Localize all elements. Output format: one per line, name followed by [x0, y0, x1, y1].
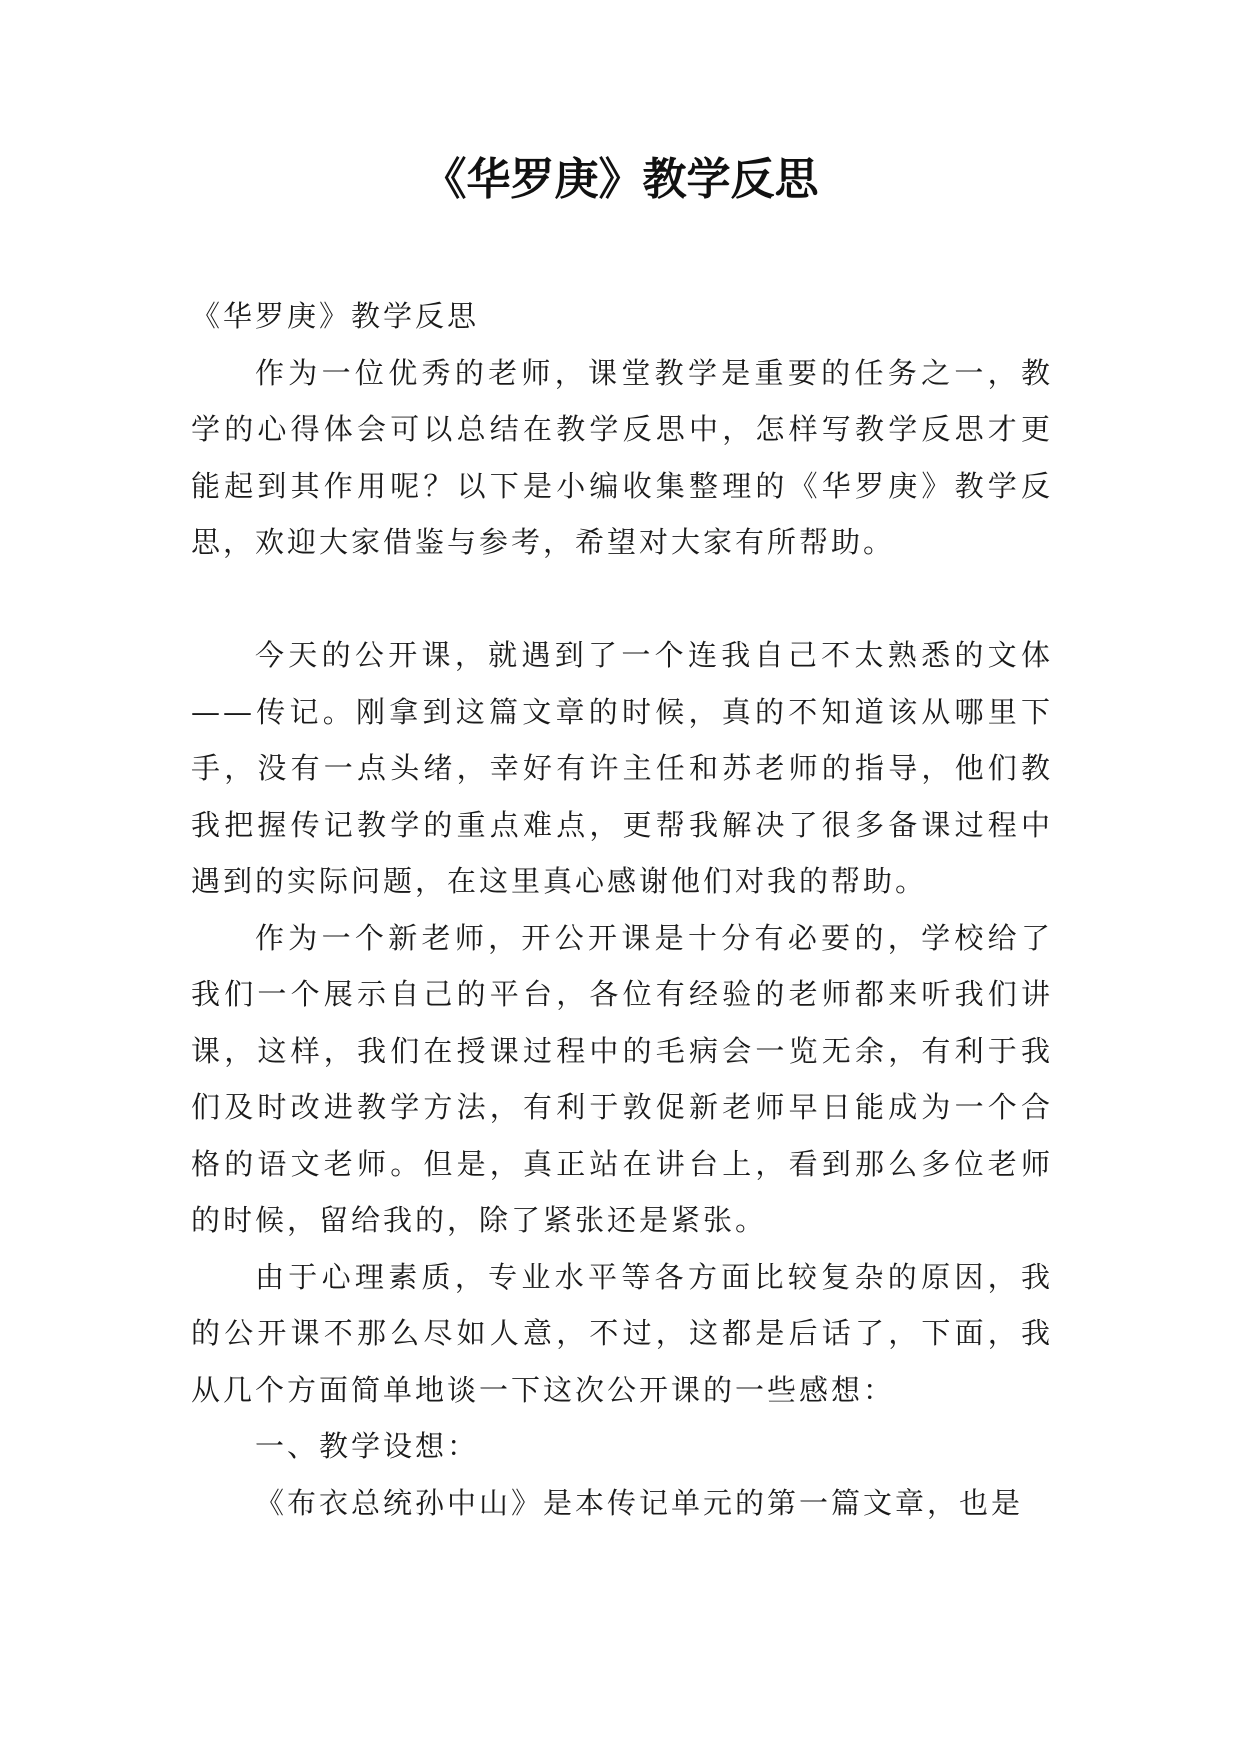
- body-subtitle: 《华罗庚》教学反思: [191, 299, 480, 333]
- document-title: 《华罗庚》教学反思: [422, 154, 819, 205]
- paragraph-intro: 作为一位优秀的老师，课堂教学是重要的任务之一，教学的心得体会可以总结在教学反思中，怎样写教学反思才更能起到其作用呢？以下是小编收集整理的《华罗庚》教学反思，欢迎大家借鉴与参考，希望对大家有所帮助。: [191, 355, 1053, 559]
- paragraph-teaching-idea: 《布衣总统孙中山》是本传记单元的第一篇文章，也是: [255, 1485, 1024, 1520]
- paragraph-reasons: 由于心理素质，专业水平等各方面比较复杂的原因，我的公开课不那么尽如人意，不过，这都是后话了，下面，我从几个方面简单地谈一下这次公开课的一些感想：: [191, 1259, 1053, 1407]
- paragraph-new-teacher: 作为一个新老师，开公开课是十分有必要的，学校给了我们一个展示自己的平台，各位有经验的老师都来听我们讲课，这样，我们在授课过程中的毛病会一览无余，有利于我们及时改进教学方法，有利于敦促新老师早日能成为一个合格的语文老师。但是，真正站在讲台上，看到那么多位老师的时候，留给我的，除了紧张还是紧张。: [191, 920, 1053, 1237]
- section-heading-teaching-idea: 一、教学设想：: [255, 1429, 480, 1463]
- document-body: [191, 288, 1053, 1531]
- paragraph-open-class: 今天的公开课，就遇到了一个连我自己不太熟悉的文体——传记。刚拿到这篇文章的时候，真的不知道该从哪里下手，没有一点头绪，幸好有许主任和苏老师的指导，他们教我把握传记教学的重点难点，更帮我解决了很多备课过程中遇到的实际问题，在这里真心感谢他们对我的帮助。: [191, 638, 1053, 898]
